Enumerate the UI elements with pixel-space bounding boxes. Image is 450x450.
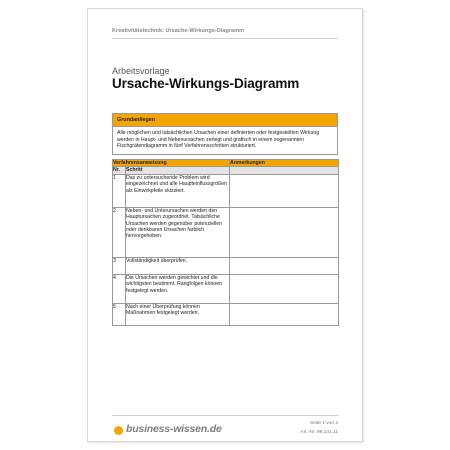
row-number: 1	[113, 174, 126, 207]
footer-rule	[112, 415, 338, 416]
row-number: 2	[113, 207, 126, 257]
row-note	[230, 207, 339, 257]
procedure-subheader-row	[113, 167, 339, 174]
page-title: Ursache-Wirkungs-Diagramm	[112, 76, 300, 91]
row-note	[230, 257, 339, 274]
table-row	[113, 274, 339, 303]
document-kicker: Arbeitsvorlage	[112, 66, 170, 76]
procedure-header-row	[113, 160, 339, 167]
grundanliegen-box	[112, 113, 338, 155]
row-number: 3	[113, 257, 126, 274]
table-row	[113, 303, 339, 325]
procedure-table	[112, 159, 339, 326]
article-number: Art.-Nr. 99.101.11	[300, 430, 338, 435]
row-note	[230, 303, 339, 325]
row-number: 4	[113, 274, 126, 303]
row-step-text: Nach einer Überprüfung können Maßnahmen festgelegt werden.	[126, 303, 230, 325]
page-number: Seite 1 von 2	[309, 421, 338, 426]
table-row	[113, 207, 339, 257]
table-row	[113, 257, 339, 274]
nr-column-heading: Nr.	[113, 167, 126, 174]
row-step-text: Das zu untersuchende Problem wird eingezeichnet und alle Haupteinflussgrößen als Einwirkpfeile skizziert.	[126, 174, 230, 207]
row-step-text: Vollständigkeit überprüfen.	[126, 257, 230, 274]
header-rule	[112, 38, 338, 39]
notes-heading: Anmerkungen	[230, 160, 339, 167]
grundanliegen-heading: Grundanliegen	[113, 114, 337, 127]
grundanliegen-text: Alle möglichen und tatsächlichen Ursachen einer definierten oder festgestellten Wirkung werden in Haupt- und Nebenursachen zerlegt und grafisch in einem sogenannten Fischgrätendiagramm in fünf Verfahrensschritten strukturiert.	[117, 130, 320, 150]
logo-dot-icon	[114, 426, 123, 435]
procedure-heading: Verfahrensanweisung	[113, 160, 230, 167]
row-note	[230, 274, 339, 303]
table-row	[113, 174, 339, 207]
row-step-text: Die Ursachen werden gewichtet und die wichtigsten bestimmt. Rangfolgen können festgelegt werden.	[126, 274, 230, 303]
row-note	[230, 174, 339, 207]
document-page	[87, 8, 363, 442]
logo: business-wissen.de	[126, 423, 222, 435]
running-head: Kreativitätstechnik: Ursache-Wirkungs-Diagramm	[112, 28, 245, 34]
row-number: 5	[113, 303, 126, 325]
notes-column-blank	[230, 167, 339, 174]
row-step-text: Neben- und Unterursachen werden den Hauptursachen zugeordnet. Tatsächliche Ursachen werden gegenüber potenziellen oder denkbaren Ursachen farblich hervorgehoben.	[126, 207, 230, 257]
step-column-heading: Schritt	[126, 167, 230, 174]
